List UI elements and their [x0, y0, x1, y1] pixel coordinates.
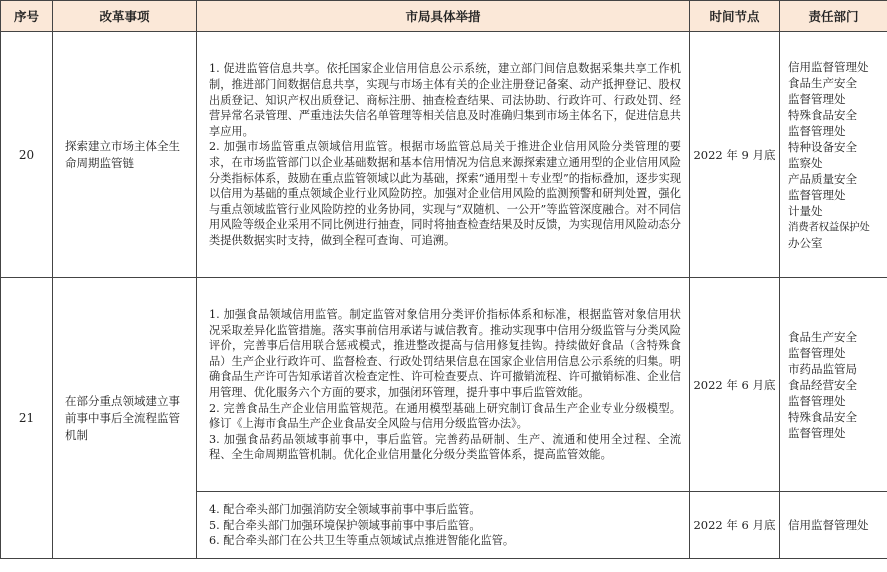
- dept-line: 消费者权益保护处: [788, 220, 870, 233]
- dept-line: 监督管理处: [788, 345, 846, 360]
- dept-line: 监督管理处: [788, 123, 846, 138]
- dept-line: 监督管理处: [788, 425, 846, 440]
- measure-paragraph: 4. 配合牵头部门加强消防安全领域事前事中事后监管。: [209, 503, 481, 517]
- dept-line: 监督管理处: [788, 187, 846, 202]
- dept-line: 信用监督管理处: [788, 518, 869, 532]
- dept-line: 监督管理处: [788, 393, 846, 408]
- dept-line: 食品生产安全: [788, 329, 857, 344]
- header-measures: 市局具体举措: [197, 1, 690, 32]
- dept-line: 市药品监管局: [788, 361, 857, 376]
- row-20-item: 探索建立市场主体全生命周期监管链: [53, 32, 197, 278]
- dept-line: 产品质量安全: [788, 171, 857, 186]
- row-21-measures-b: [197, 492, 690, 559]
- row-21-item: 在部分重点领域建立事前事中事后全流程监管机制: [53, 278, 197, 559]
- header-time: 时间节点: [690, 1, 780, 32]
- dept-line: 监督管理处: [788, 91, 846, 106]
- dept-line: 计量处: [788, 203, 823, 218]
- table-row: [1, 278, 887, 492]
- row-20-time: 2022 年 9 月底: [690, 32, 780, 278]
- dept-line: 食品经营安全: [788, 377, 857, 392]
- dept-line: 监察处: [788, 155, 823, 170]
- dept-line: 特殊食品安全: [788, 107, 857, 122]
- dept-line: 特种设备安全: [788, 139, 857, 154]
- dept-line: 信用监督管理处: [788, 59, 869, 74]
- measure-paragraph: 3. 加强食品药品领域事前事中，事后监管。完善药品研制、生产、流通和使用全过程、全流程、全生命周期监管机制。优化企业信用量化分级分类监管体系，提高监管效能。: [209, 432, 681, 462]
- header-row: [1, 1, 887, 32]
- header-seq: 序号: [1, 1, 53, 32]
- row-21-seq: 21: [1, 278, 53, 559]
- header-dept: 责任部门: [780, 1, 887, 32]
- measure-paragraph: 1. 加强食品领域信用监管。制定监管对象信用分类评价指标体系和标准，根据监管对象信用状况采取差异化监管措施。落实事前信用承诺与诚信教育。推动实现事中信用分级监管与分类风险评价，完善事后信用联合惩戒模式，推进整改提高与信用修复挂钩。持续做好食品（含特殊食品）生产企业行政许可、监督检查、行政处罚结果信息在国家企业信用信息公示系统的归集。明确食品生产许可告知承诺首次检查定性、许可检查要点、许可撤销流程、许可撤销标准、企业信用管理、优化服务六个方面的要求，加强闭环管理，提升事中事后监管效能。: [209, 308, 681, 399]
- row-20-seq: 20: [1, 32, 53, 278]
- measure-paragraph: 2. 加强市场监管重点领域信用监管。根据市场监管总局关于推进企业信用风险分类管理的要求，在市场监管部门以企业基础数据和基本信用情况为信息来源探索建立通用型的企业信用风险分类指标体系，鼓励在重点监管领域以此为基础，探索“通用型＋专业型”的指标叠加，逐步实现以信用为基础的重点领域企业行业风险防控。加强对企业信用风险的监测预警和研判处置，强化与重点领域监管行业风险防控的业务协同，实现与“双随机、一公开”等监管深度融合。对不同信用风险等级企业采用不同比例进行抽查，同时将抽查检查结果及时反馈，为实现信用风险动态分类提供数据实时支持，做到全程可查询、可追溯。: [209, 140, 681, 247]
- dept-line: 食品生产安全: [788, 75, 857, 90]
- header-item: 改革事项: [53, 1, 197, 32]
- row-21-time-b: 2022 年 6 月底: [690, 492, 780, 559]
- table-row: [1, 32, 887, 278]
- row-21-measures-a: [197, 278, 690, 492]
- row-20-dept: [780, 32, 887, 278]
- row-21-time-a: 2022 年 6 月底: [690, 278, 780, 492]
- measure-paragraph: 2. 完善食品生产企业信用监管规范。在通用模型基础上研究制订食品生产企业专业分级模型。修订《上海市食品生产企业食品安全风险与信用分级监管办法》。: [209, 401, 681, 431]
- measure-paragraph: 6. 配合牵头部门在公共卫生等重点领域试点推进智能化监管。: [209, 534, 515, 548]
- row-21-dept-b: [780, 492, 887, 559]
- row-20-measures: [197, 32, 690, 278]
- measure-paragraph: 1. 促进监管信息共享。依托国家企业信用信息公示系统，建立部门间信息数据采集共享工作机制，推进部门间数据信息共享，实现与市场主体有关的企业注册登记备案、动产抵押登记、股权出质登记、知识产权出质登记、商标注册、抽查检查结果、司法协助、行政许可、行政处罚、经营异常名录管理、严重违法失信名单管理等相关信息及时准确归集到市场主体名下，促进信息共享应用。: [209, 62, 681, 138]
- row-21-dept-a: [780, 278, 887, 492]
- measure-paragraph: 5. 配合牵头部门加强环境保护领域事前事中事后监管。: [209, 518, 481, 532]
- dept-line: 办公室: [788, 235, 823, 250]
- dept-line: 特殊食品安全: [788, 409, 857, 424]
